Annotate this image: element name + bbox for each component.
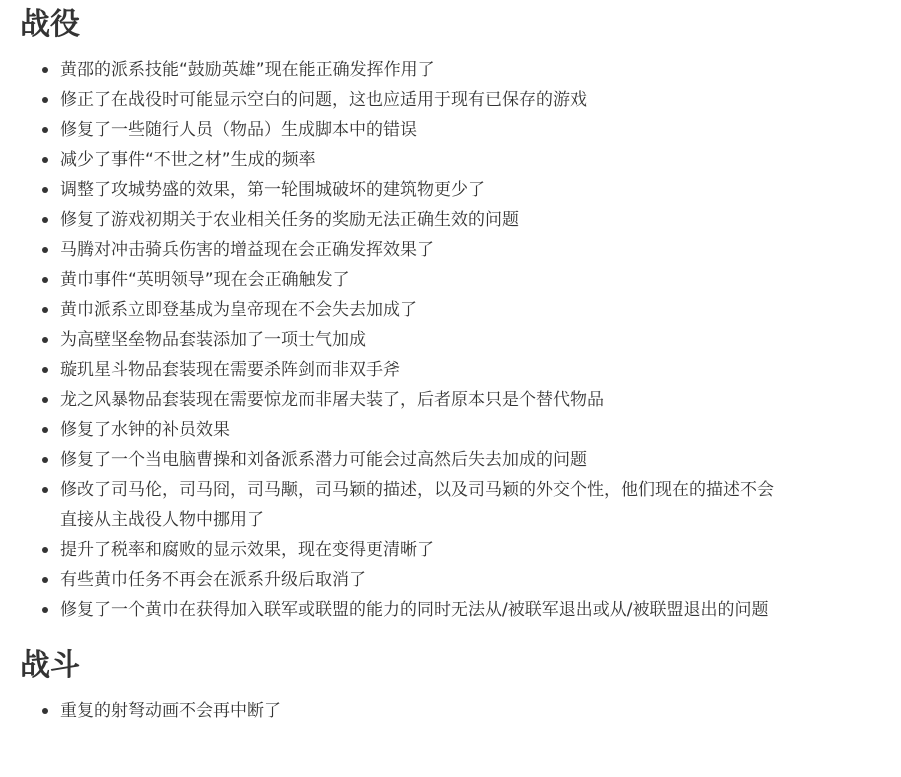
list-item: 黄巾派系立即登基成为皇帝现在不会失去加成了 (20, 295, 780, 325)
list-item: 璇玑星斗物品套装现在需要杀阵剑而非双手斧 (20, 355, 780, 385)
campaign-notes-list (20, 55, 780, 625)
section-heading-battle: 战斗 (20, 648, 80, 683)
section-heading-campaign: 战役 (20, 7, 80, 42)
list-item: 龙之风暴物品套装现在需要惊龙而非屠夫装了，后者原本只是个替代物品 (20, 385, 780, 415)
list-item: 修复了游戏初期关于农业相关任务的奖励无法正确生效的问题 (20, 205, 780, 235)
battle-notes-list (20, 696, 780, 726)
list-item: 黄邵的派系技能“鼓励英雄”现在能正确发挥作用了 (20, 55, 780, 85)
list-item: 修复了水钟的补员效果 (20, 415, 780, 445)
list-item: 重复的射弩动画不会再中断了 (20, 696, 780, 726)
list-item: 调整了攻城势盛的效果，第一轮围城破坏的建筑物更少了 (20, 175, 780, 205)
list-item: 马腾对冲击骑兵伤害的增益现在会正确发挥效果了 (20, 235, 780, 265)
list-item: 修改了司马伦，司马冏，司马颙，司马颖的描述，以及司马颖的外交个性，他们现在的描述不会直接从主战役人物中挪用了 (20, 475, 780, 535)
list-item: 修复了一些随行人员（物品）生成脚本中的错误 (20, 115, 780, 145)
list-item: 修复了一个当电脑曹操和刘备派系潜力可能会过高然后失去加成的问题 (20, 445, 780, 475)
list-item: 为高壁坚垒物品套装添加了一项士气加成 (20, 325, 780, 355)
list-item: 修正了在战役时可能显示空白的问题，这也应适用于现有已保存的游戏 (20, 85, 780, 115)
list-item: 修复了一个黄巾在获得加入联军或联盟的能力的同时无法从/被联军退出或从/被联盟退出的问题 (20, 595, 780, 625)
list-item: 减少了事件“不世之材”生成的频率 (20, 145, 780, 175)
list-item: 黄巾事件“英明领导”现在会正确触发了 (20, 265, 780, 295)
list-item: 有些黄巾任务不再会在派系升级后取消了 (20, 565, 780, 595)
list-item: 提升了税率和腐败的显示效果，现在变得更清晰了 (20, 535, 780, 565)
